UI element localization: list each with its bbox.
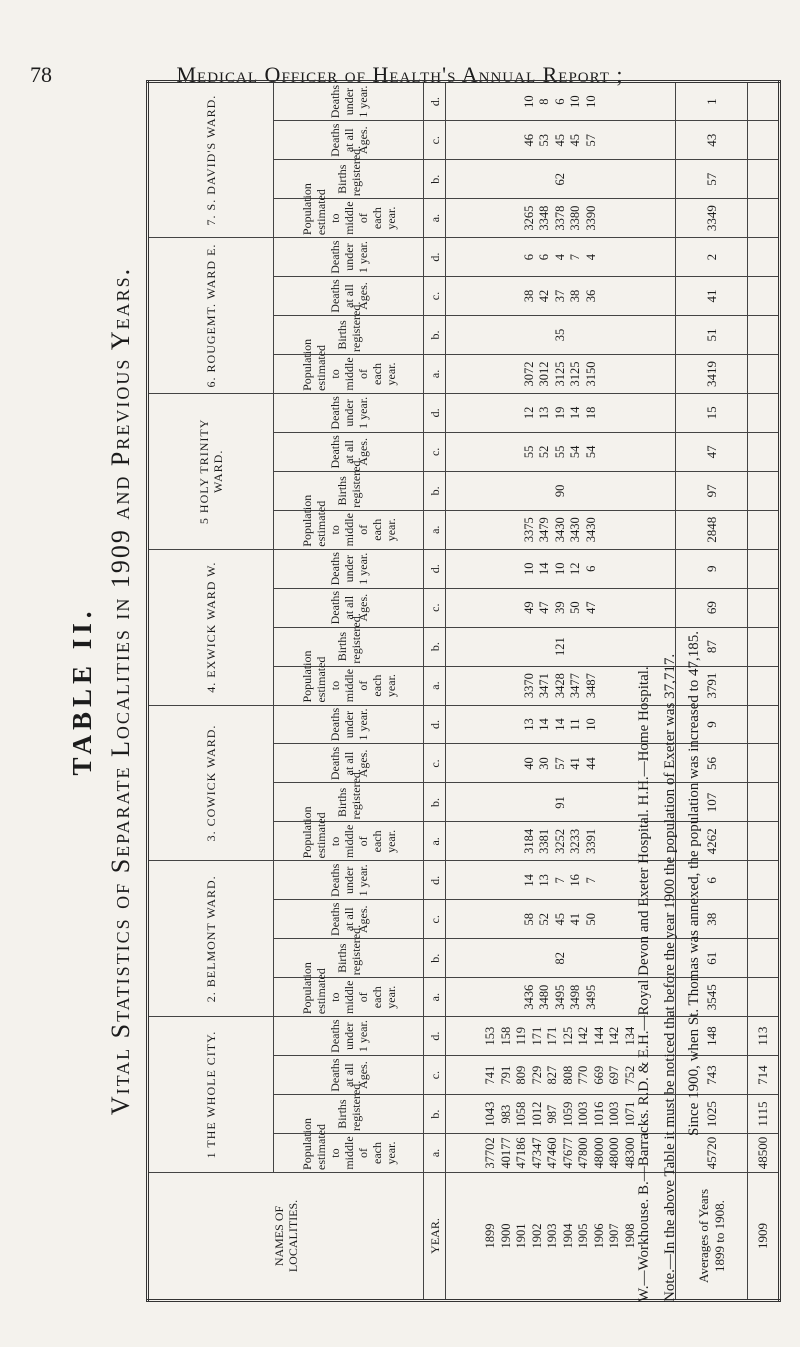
subhead-deaths: Deaths at all Ages. — [274, 744, 424, 783]
letter-c: c. — [424, 744, 446, 783]
subhead-deaths: Deaths at all Ages. — [274, 277, 424, 316]
avg-cell: 45720 — [676, 1134, 748, 1173]
letter-a: a. — [424, 199, 446, 238]
cell-1909-empty — [748, 471, 780, 510]
trinity-population-values: 3375 3479 3430 3430 3430 — [446, 510, 676, 549]
cowick-population-values: 3184 3381 3252 3233 3391 — [446, 822, 676, 861]
subhead-deaths: Deaths at all Ages. — [274, 900, 424, 939]
letter-a: a. — [424, 354, 446, 393]
avg-cell: 148 — [676, 1017, 748, 1056]
trinity-births-values: 90 — [446, 471, 676, 510]
cell-1909-empty — [748, 822, 780, 861]
letter-b: b. — [424, 316, 446, 355]
subhead-infant-deaths: Deaths under 1 year. — [274, 861, 424, 900]
avg-cell: 3419 — [676, 354, 748, 393]
avg-cell: 3349 — [676, 199, 748, 238]
letter-b: b. — [424, 783, 446, 822]
rougemont-population-values: 3072 3012 3125 3125 3150 — [446, 354, 676, 393]
subhead-population: Population estimated to middle of each year. — [274, 354, 424, 393]
subhead-population: Population estimated to middle of each year. — [274, 1134, 424, 1173]
subhead-births: Births registered. — [274, 939, 424, 978]
subhead-infant-deaths: Deaths under 1 year. — [274, 705, 424, 744]
letter-b: b. — [424, 627, 446, 666]
letter-d: d. — [424, 549, 446, 588]
cell-1909: 714 — [748, 1056, 780, 1095]
locality-st-davids: 7. S. DAVID'S WARD. — [148, 82, 274, 238]
cell-1909-empty — [748, 160, 780, 199]
avg-cell: 56 — [676, 744, 748, 783]
cell-1909-empty — [748, 900, 780, 939]
year-header: YEAR. — [424, 1172, 446, 1300]
cell-1909-empty — [748, 939, 780, 978]
belmont-infant-values: 14 13 7 16 7 — [446, 861, 676, 900]
footnote-since-1900: Since 1900, when St. Thomas was annexed, the population was increased to 47,185. — [686, 630, 702, 1136]
exwick-births-values: 121 — [446, 627, 676, 666]
letter-b: b. — [424, 471, 446, 510]
avg-cell: 38 — [676, 900, 748, 939]
cowick-deaths-values: 40 30 57 41 44 — [446, 744, 676, 783]
subhead-deaths: Deaths at all Ages. — [274, 432, 424, 471]
davids-population-values: 3265 3348 3378 3380 3390 — [446, 199, 676, 238]
subhead-infant-deaths: Deaths under 1 year. — [274, 393, 424, 432]
subhead-population: Population estimated to middle of each year. — [274, 510, 424, 549]
avg-cell: 1025 — [676, 1095, 748, 1134]
footnote-note: Note.—In the above Table it must be noticed that before the year 1900 the population of Exeter was 37,717. — [662, 653, 678, 1302]
rougemont-deaths-values: 38 42 37 38 36 — [446, 277, 676, 316]
names-header: NAMES OF LOCALITIES. — [148, 1172, 424, 1300]
letter-d: d. — [424, 82, 446, 121]
sub-header-row — [274, 82, 424, 1301]
letter-d: d. — [424, 393, 446, 432]
years-list: 1899 1900 1901 1902 1903 1904 1905 1906 1907 1908 — [446, 1172, 676, 1300]
cell-1909: 48500 — [748, 1134, 780, 1173]
locality-exwick: 4. EXWICK WARD W. — [148, 549, 274, 705]
letter-c: c. — [424, 277, 446, 316]
letter-d: d. — [424, 238, 446, 277]
subhead-infant-deaths: Deaths under 1 year. — [274, 1017, 424, 1056]
subhead-population: Population estimated to middle of each year. — [274, 822, 424, 861]
davids-births-values: 62 — [446, 160, 676, 199]
cell-1909-empty — [748, 744, 780, 783]
subhead-births: Births registered. — [274, 471, 424, 510]
trinity-deaths-values: 55 52 55 54 54 — [446, 432, 676, 471]
avg-cell: 4262 — [676, 822, 748, 861]
letter-d: d. — [424, 1017, 446, 1056]
subhead-deaths: Deaths at all Ages. — [274, 588, 424, 627]
exwick-deaths-values: 49 47 39 50 47 — [446, 588, 676, 627]
rougemont-births-values: 35 — [446, 316, 676, 355]
whole-births-values: 1043 983 1058 1012 987 1059 1003 1016 1003 1071 — [446, 1095, 676, 1134]
cell-1909-empty — [748, 705, 780, 744]
subhead-infant-deaths: Deaths under 1 year. — [274, 238, 424, 277]
cell-1909: 113 — [748, 1017, 780, 1056]
trinity-infant-values: 12 13 19 14 18 — [446, 393, 676, 432]
locality-holy-trinity: 5 HOLY TRINITY WARD. — [148, 393, 274, 549]
avg-cell: 9 — [676, 705, 748, 744]
cell-1909-empty — [748, 199, 780, 238]
subhead-births: Births registered. — [274, 783, 424, 822]
avg-cell: 9 — [676, 549, 748, 588]
subhead-population: Population estimated to middle of each year. — [274, 666, 424, 705]
subhead-deaths: Deaths at all Ages. — [274, 121, 424, 160]
averages-label: Averages of Years 1899 to 1908. — [676, 1172, 748, 1300]
cell-1909-empty — [748, 861, 780, 900]
subhead-births: Births registered. — [274, 627, 424, 666]
subhead-infant-deaths: Deaths under 1 year. — [274, 549, 424, 588]
avg-cell: 2848 — [676, 510, 748, 549]
subhead-population: Population estimated to middle of each year. — [274, 199, 424, 238]
page-number: 78 — [30, 62, 52, 87]
avg-cell: 61 — [676, 939, 748, 978]
letter-a: a. — [424, 978, 446, 1017]
letter-a: a. — [424, 1134, 446, 1173]
belmont-births-values: 82 — [446, 939, 676, 978]
cell-1909-empty — [748, 121, 780, 160]
avg-cell: 2 — [676, 238, 748, 277]
cowick-infant-values: 13 14 14 11 10 — [446, 705, 676, 744]
letters-row — [424, 82, 446, 1301]
letter-c: c. — [424, 1056, 446, 1095]
locality-whole-city: 1 THE WHOLE CITY. — [148, 1017, 274, 1173]
avg-cell: 87 — [676, 627, 748, 666]
avg-cell: 107 — [676, 783, 748, 822]
letter-d: d. — [424, 861, 446, 900]
subhead-births: Births registered. — [274, 1095, 424, 1134]
avg-cell: 41 — [676, 277, 748, 316]
year-1909-label: 1909 — [748, 1172, 780, 1300]
subhead-deaths: Deaths at all Ages. — [274, 1056, 424, 1095]
cell-1909-empty — [748, 393, 780, 432]
exwick-population-values: 3370 3471 3428 3477 3487 — [446, 666, 676, 705]
letter-b: b. — [424, 939, 446, 978]
cell-1909-empty — [748, 588, 780, 627]
cell-1909: 1115 — [748, 1095, 780, 1134]
cell-1909-empty — [748, 666, 780, 705]
letter-a: a. — [424, 510, 446, 549]
avg-cell: 51 — [676, 316, 748, 355]
letter-a: a. — [424, 666, 446, 705]
subhead-births: Births registered. — [274, 316, 424, 355]
belmont-population-values: 3436 3480 3495 3498 3495 — [446, 978, 676, 1017]
cell-1909-empty — [748, 783, 780, 822]
avg-cell: 57 — [676, 160, 748, 199]
avg-cell: 743 — [676, 1056, 748, 1095]
whole-deaths-values: 741 791 809 729 827 808 770 669 697 752 — [446, 1056, 676, 1095]
whole-population-values: 37702 40177 47186 47347 47460 47677 47800 48000 48000 48300 — [446, 1134, 676, 1173]
davids-infant-values: 10 8 6 10 10 — [446, 82, 676, 121]
letter-b: b. — [424, 1095, 446, 1134]
cell-1909-empty — [748, 238, 780, 277]
davids-deaths-values: 46 53 45 45 57 — [446, 121, 676, 160]
running-title: Medical Officer of Health's Annual Report ; — [176, 62, 624, 87]
cell-1909-empty — [748, 277, 780, 316]
avg-cell: 43 — [676, 121, 748, 160]
footnote-abbreviations: W.—Workhouse. B.—Barracks. R.D. & E.H.—Royal Devon and Exeter Hospital. H.H.—Home Hospital. — [636, 666, 652, 1302]
rotated-table-block — [66, 46, 770, 1336]
subhead-births: Births registered. — [274, 160, 424, 199]
exwick-infant-values: 10 14 10 12 6 — [446, 549, 676, 588]
letter-b: b. — [424, 160, 446, 199]
cell-1909-empty — [748, 354, 780, 393]
cowick-births-values: 91 — [446, 783, 676, 822]
belmont-deaths-values: 58 52 45 41 50 — [446, 900, 676, 939]
whole-infant-values: 153 158 119 171 171 125 142 144 142 134 — [446, 1017, 676, 1056]
avg-cell: 1 — [676, 82, 748, 121]
avg-cell: 15 — [676, 393, 748, 432]
cell-1909-empty — [748, 978, 780, 1017]
cell-1909-empty — [748, 510, 780, 549]
avg-cell: 97 — [676, 471, 748, 510]
avg-cell: 3545 — [676, 978, 748, 1017]
table-title: TABLE II. — [67, 606, 97, 776]
avg-cell: 47 — [676, 432, 748, 471]
locality-rougemont: 6. ROUGEMT. WARD E. — [148, 238, 274, 394]
table-subtitle: Vital Statistics of Separate Localities in 1909 and Previous Years. — [106, 266, 135, 1116]
cell-1909-empty — [748, 549, 780, 588]
cell-1909-empty — [748, 316, 780, 355]
cell-1909-empty — [748, 627, 780, 666]
rougemont-infant-values: 6 6 4 7 4 — [446, 238, 676, 277]
subhead-population: Population estimated to middle of each year. — [274, 978, 424, 1017]
subhead-infant-deaths: Deaths under 1 year. — [274, 82, 424, 121]
letter-c: c. — [424, 588, 446, 627]
letter-c: c. — [424, 121, 446, 160]
table-row-1909 — [748, 82, 780, 1301]
cell-1909-empty — [748, 432, 780, 471]
locality-belmont: 2. BELMONT WARD. — [148, 861, 274, 1017]
cell-1909-empty — [748, 82, 780, 121]
avg-cell: 3791 — [676, 666, 748, 705]
locality-cowick: 3. COWICK WARD. — [148, 705, 274, 861]
avg-cell: 6 — [676, 861, 748, 900]
letter-c: c. — [424, 432, 446, 471]
letter-c: c. — [424, 900, 446, 939]
avg-cell: 69 — [676, 588, 748, 627]
letter-d: d. — [424, 705, 446, 744]
letter-a: a. — [424, 822, 446, 861]
